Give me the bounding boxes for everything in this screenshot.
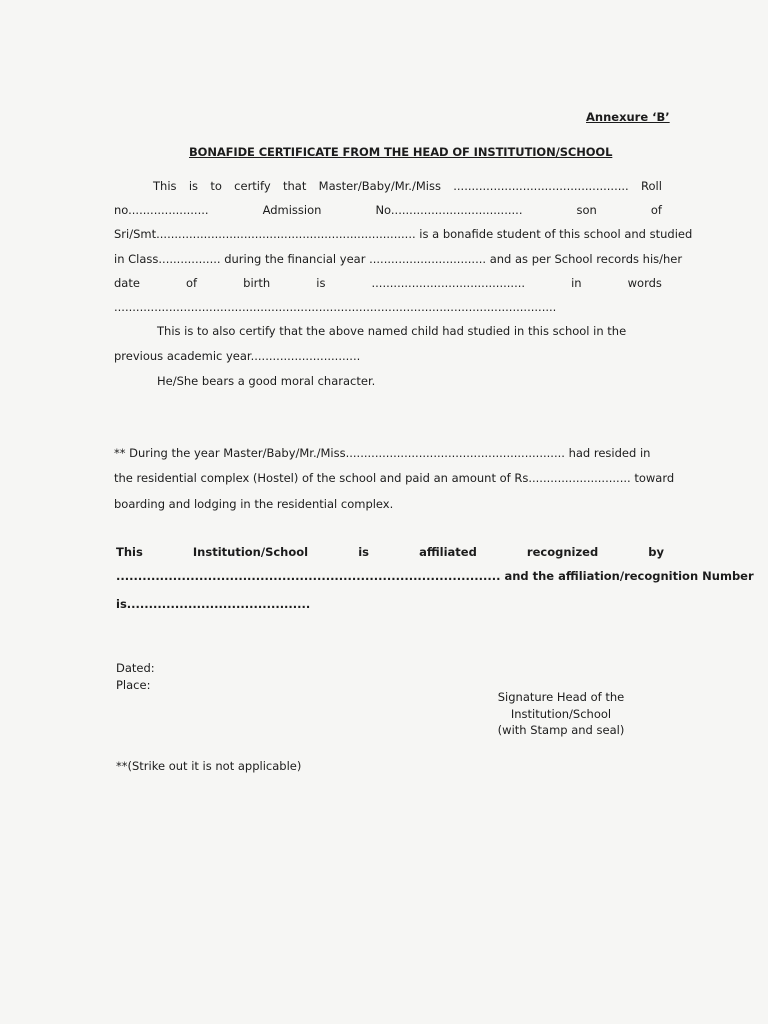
admission-no-blank: No....................................: [375, 203, 523, 217]
place-label: Place:: [116, 678, 151, 692]
signature-line3: (with Stamp and seal): [497, 723, 625, 737]
para4-line3: is..........................................: [116, 597, 311, 611]
para4-line2: ........................................................................................ and the affiliation/recognition Number: [116, 569, 754, 583]
word: This: [116, 545, 143, 559]
para4-line1: [116, 545, 664, 559]
word: words: [627, 276, 662, 290]
word: date: [114, 276, 140, 290]
signature-line1: Signature Head of the: [497, 690, 625, 704]
footnote: **(Strike out it is not applicable): [116, 759, 302, 773]
signature-block: [482, 689, 640, 739]
word: recognized: [526, 545, 599, 559]
word: by: [648, 545, 664, 559]
word: of: [186, 276, 198, 290]
para3-line3: boarding and lodging in the residential complex.: [114, 497, 394, 511]
word: This: [153, 179, 177, 193]
word: is: [358, 545, 369, 559]
dob-blank: ..........................................: [371, 276, 526, 290]
para1-line4: in Class................. during the financial year ................................ and as per School records his/her: [114, 252, 683, 266]
dated-label: Dated:: [116, 661, 155, 675]
para2-line1: This is to also certify that the above named child had studied in this school in the: [157, 324, 627, 338]
word: that: [282, 179, 307, 193]
word: Master/Baby/Mr./Miss: [318, 179, 441, 193]
para1-line2: [114, 203, 662, 217]
annexure-label: Annexure ‘B’: [586, 110, 670, 124]
word: affiliated: [419, 545, 477, 559]
para2-line3: He/She bears a good moral character.: [157, 374, 376, 388]
para1-line1: [114, 179, 662, 193]
word: birth: [243, 276, 271, 290]
para3-line2: the residential complex (Hostel) of the school and paid an amount of Rs............................ toward: [114, 471, 675, 485]
word: in: [571, 276, 582, 290]
signature-line2: Institution/School: [510, 706, 612, 721]
word: is: [316, 276, 326, 290]
certificate-title: BONAFIDE CERTIFICATE FROM THE HEAD OF INSTITUTION/SCHOOL: [189, 145, 613, 159]
word: of: [650, 203, 662, 217]
para3-line1: ** During the year Master/Baby/Mr./Miss............................................................ had resided in: [114, 446, 651, 460]
word: certify: [234, 179, 271, 193]
word: Roll: [641, 179, 662, 193]
word: Institution/School: [192, 545, 309, 559]
word: to: [210, 179, 222, 193]
word: son: [576, 203, 597, 217]
roll-no-blank: no......................: [114, 203, 209, 217]
name-blank: ................................................: [453, 179, 629, 193]
para1-line6: .........................................................................................................................: [114, 300, 557, 314]
word: is: [188, 179, 198, 193]
para2-line2: previous academic year..............................: [114, 349, 361, 363]
para1-line3: Sri/Smt....................................................................... is a bonafide student of this school and studied: [114, 227, 693, 241]
word: Admission: [262, 203, 322, 217]
para1-line5: [114, 276, 662, 290]
